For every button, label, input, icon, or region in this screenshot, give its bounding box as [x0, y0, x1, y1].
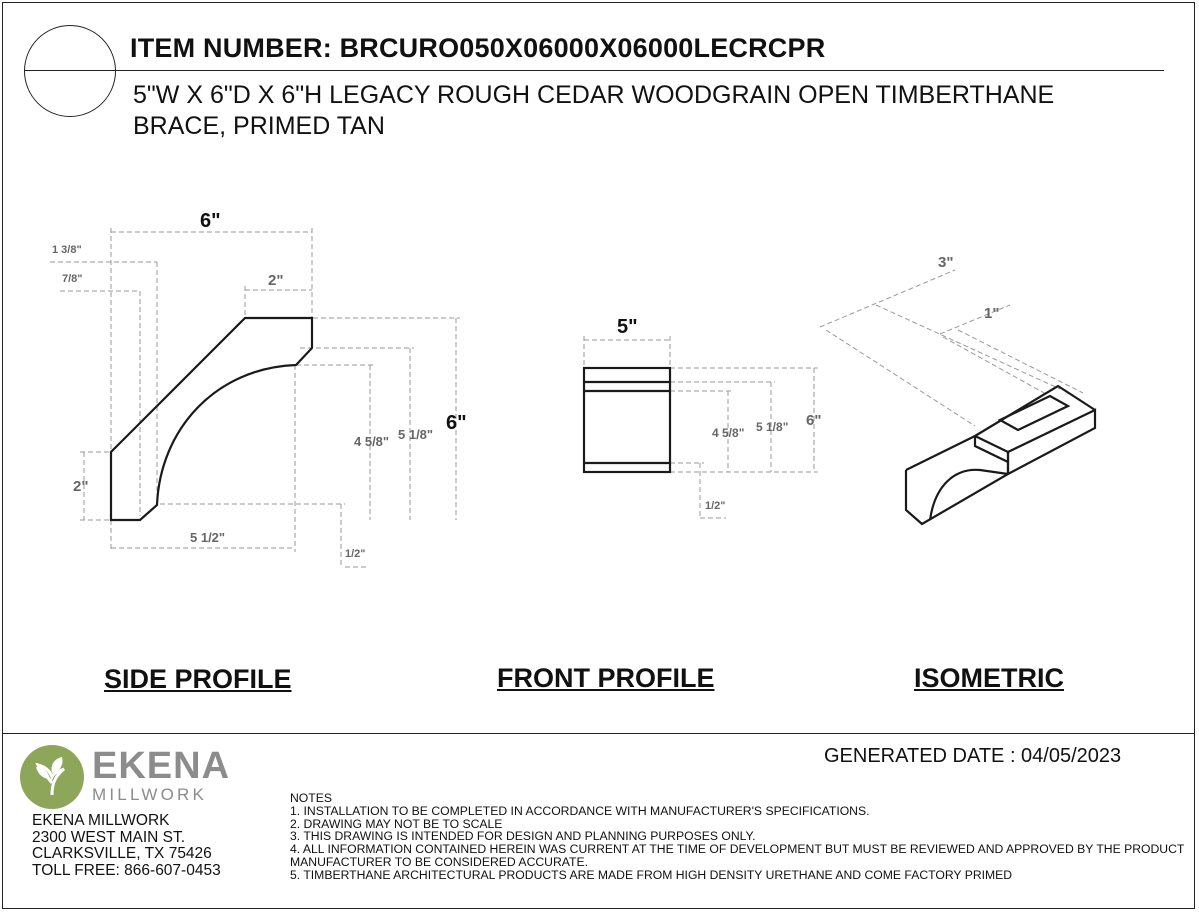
side-dim-1-2: 1/2": [345, 548, 366, 560]
item-number: ITEM NUMBER: BRCURO050X06000X06000LECRCPR: [130, 33, 826, 63]
front-profile-label: FRONT PROFILE: [497, 663, 715, 693]
iso-dim-1: 1": [984, 305, 1000, 322]
side-dim-height: 6": [446, 412, 467, 434]
logo-wordmark: EKENA: [92, 745, 231, 787]
note-item: 5. TIMBERTHANE ARCHITECTURAL PRODUCTS ARE MADE FROM HIGH DENSITY URETHANE AND COME FACTORY PRIMED: [290, 867, 1013, 882]
company-phone: TOLL FREE: 866-607-0453: [32, 861, 221, 879]
front-dim-1-2: 1/2": [705, 500, 726, 512]
front-dim-5-1-8: 5 1/8": [756, 420, 789, 434]
side-dim-2: 2": [73, 478, 89, 495]
note-item: 4. ALL INFORMATION CONTAINED HEREIN WAS CURRENT AT THE TIME OF DEVELOPMENT BUT MUST BE REVIEWED AND APPROVED BY THE PRODUCT MANUFACTURER TO BE CONSIDERED ACCURATE.: [290, 842, 1185, 869]
company-city: CLARKSVILLE, TX 75426: [32, 845, 212, 862]
side-dim-width: 6": [200, 210, 221, 232]
side-dim-1-3-8: 1 3/8": [52, 244, 82, 256]
generated-date: GENERATED DATE : 04/05/2023: [824, 745, 1122, 767]
leaf-logo-icon: [20, 745, 84, 809]
side-dim-5-1-2: 5 1/2": [190, 530, 226, 545]
notes-heading: NOTES: [290, 791, 332, 805]
iso-dim-3: 3": [938, 254, 954, 271]
side-dim-4-5-8: 4 5/8": [354, 434, 390, 449]
logo-subtitle: MILLWORK: [92, 785, 208, 804]
front-dim-6: 6": [806, 412, 822, 429]
front-dim-4-5-8: 4 5/8": [712, 426, 745, 440]
side-profile-label: SIDE PROFILE: [104, 664, 292, 694]
company-street: 2300 WEST MAIN ST.: [32, 828, 186, 846]
note-item: 2. DRAWING MAY NOT BE TO SCALE: [290, 816, 503, 831]
product-description: 5"W X 6"D X 6"H LEGACY ROUGH CEDAR WOODGRAIN OPEN TIMBERTHANE BRACE, PRIMED TAN: [133, 81, 1055, 140]
company-address: [32, 813, 221, 879]
company-name: EKENA MILLWORK: [32, 812, 170, 829]
front-dim-width: 5": [617, 316, 638, 338]
side-dim-top: 2": [268, 272, 284, 289]
side-dim-7-8: 7/8": [62, 273, 83, 285]
isometric-label: ISOMETRIC: [914, 663, 1065, 693]
note-item: 1. INSTALLATION TO BE COMPLETED IN ACCORDANCE WITH MANUFACTURER'S SPECIFICATIONS.: [290, 803, 870, 818]
footer-rule: [2, 733, 1195, 734]
side-dim-5-1-8: 5 1/8": [398, 427, 434, 442]
note-item: 3. THIS DRAWING IS INTENDED FOR DESIGN AND PLANNING PURPOSES ONLY.: [290, 829, 756, 844]
notes-block: [290, 792, 1185, 882]
